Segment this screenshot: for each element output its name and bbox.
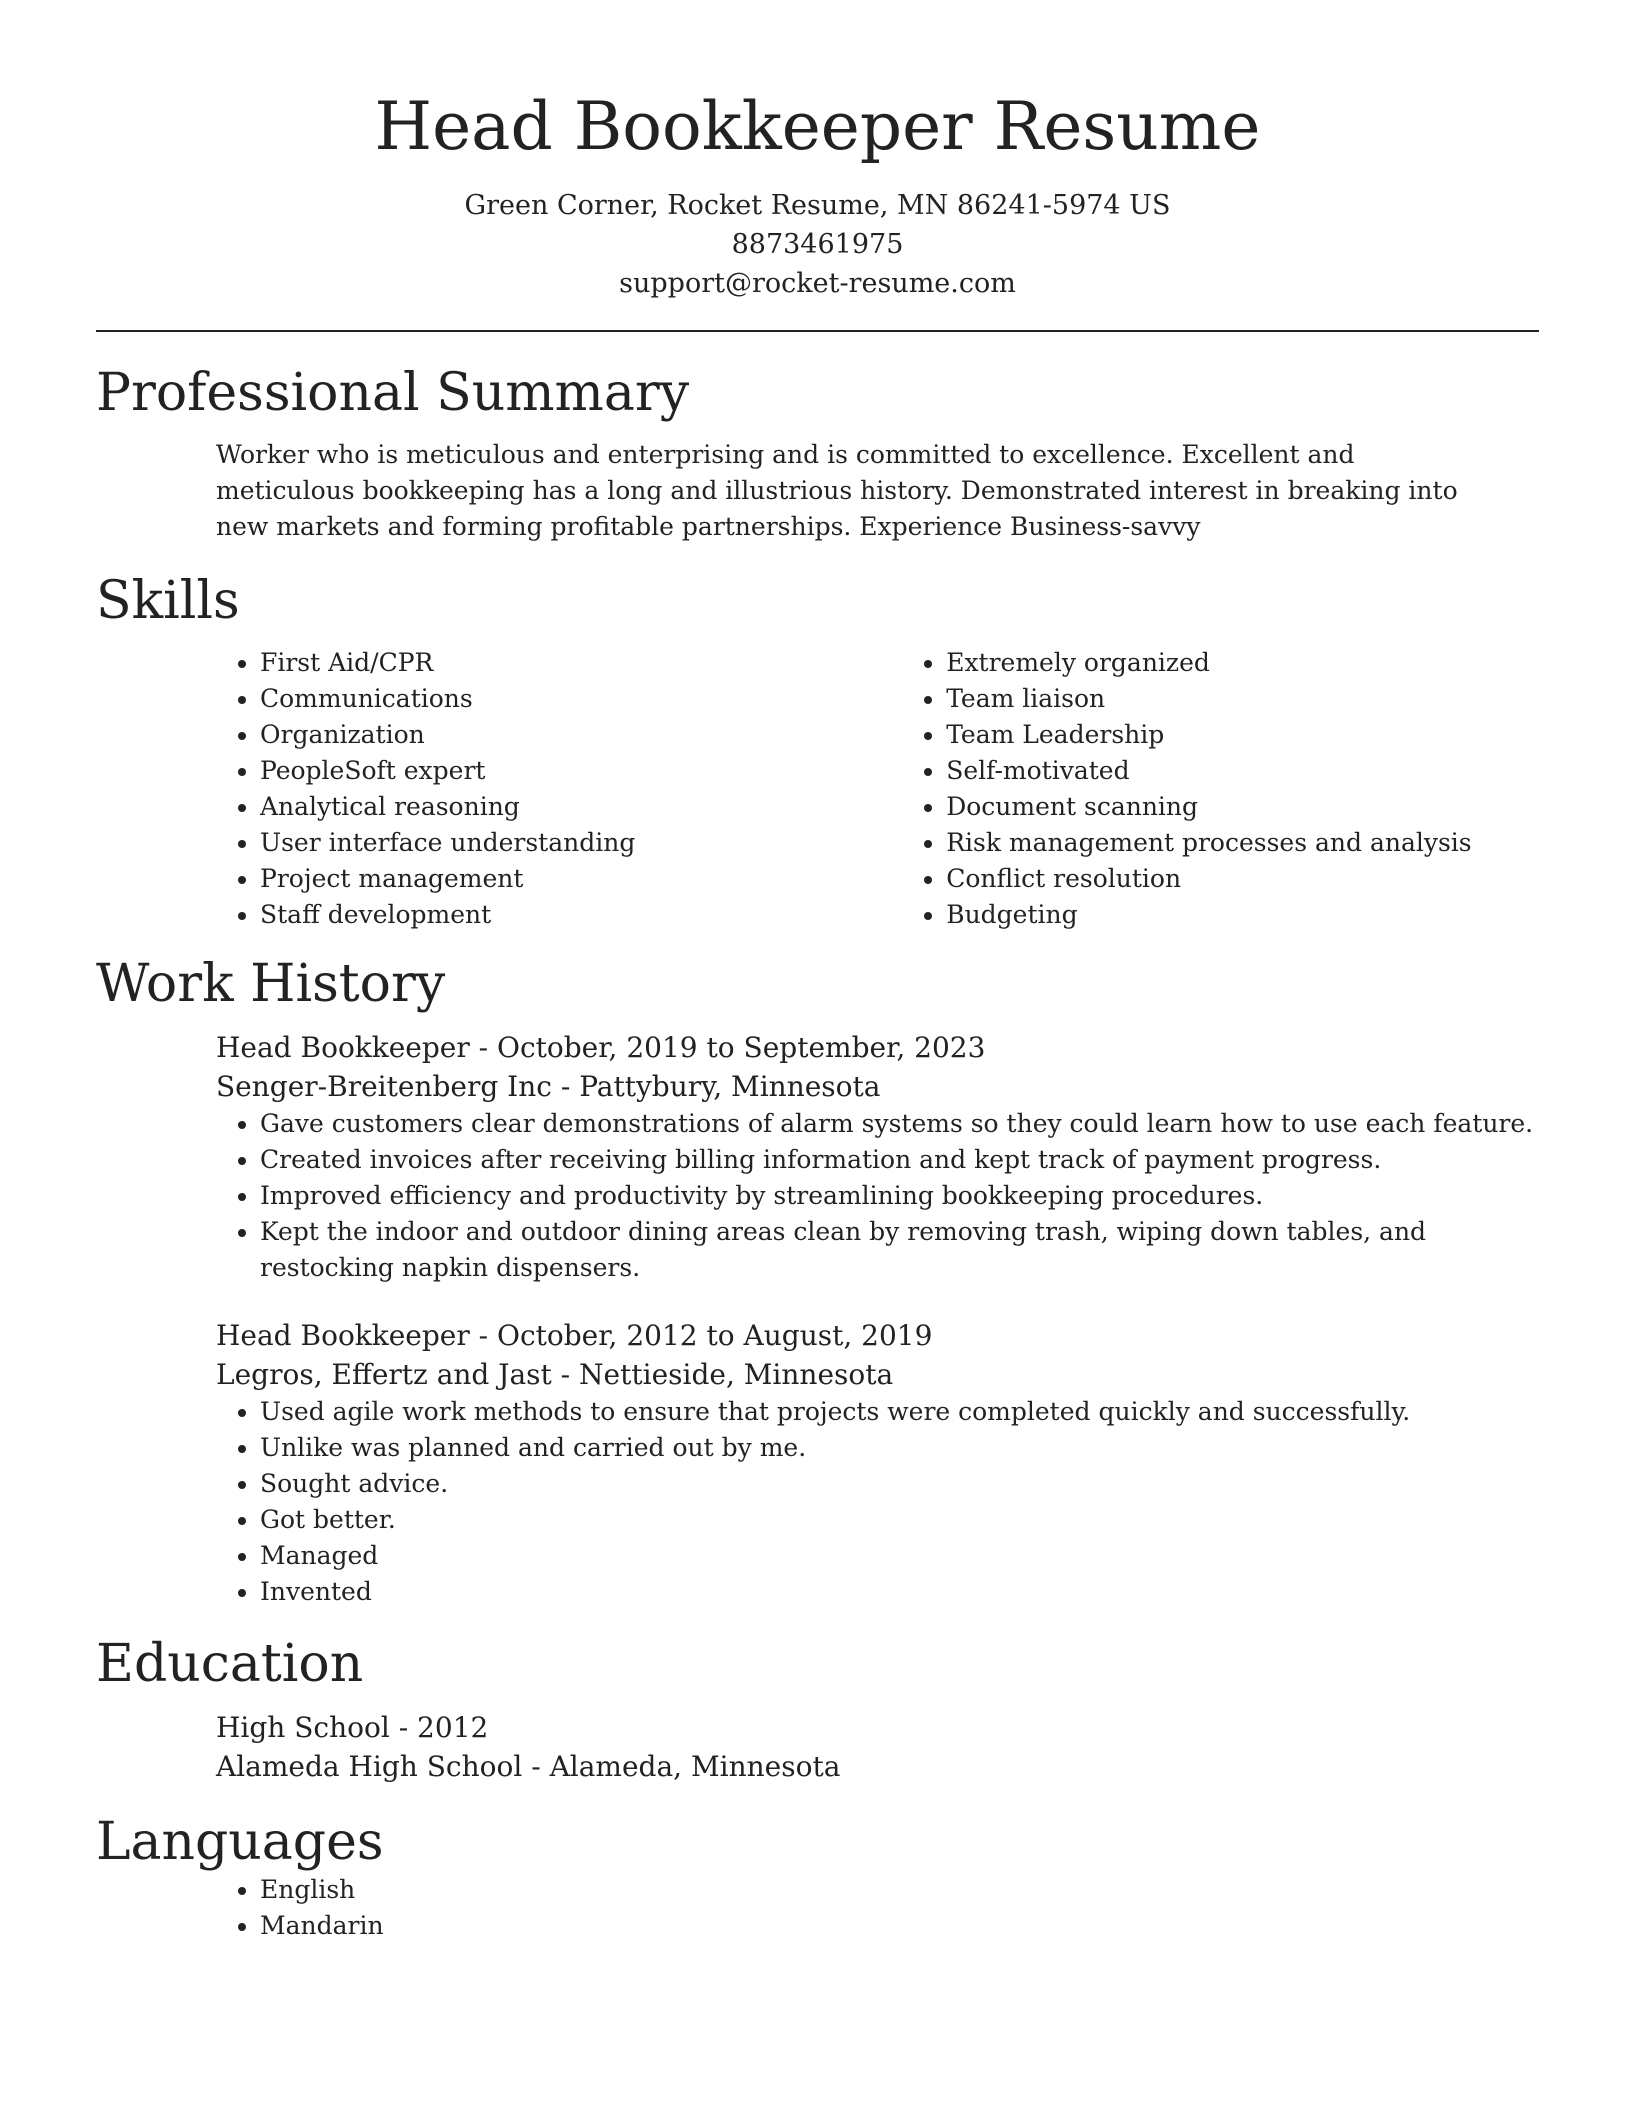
skill-item: • Document scanning — [946, 789, 1539, 825]
education-degree-year: High School - 2012 — [216, 1711, 489, 1744]
header-divider — [96, 330, 1539, 332]
job-title-dates: Head Bookkeeper - October, 2012 to August, 2019 — [216, 1319, 933, 1352]
contact-info — [96, 186, 1539, 303]
contact-email: support@rocket-resume.com — [619, 268, 1016, 299]
job-duty: • Sought advice. — [260, 1466, 1539, 1502]
skill-item: • Staff development — [260, 897, 902, 933]
skill-item: • First Aid/CPR — [260, 645, 902, 681]
job-duty: • Kept the indoor and outdoor dining areas clean by removing trash, wiping down tables, and restocking napkin dispensers. — [260, 1214, 1539, 1286]
job-duties-list — [216, 1106, 1539, 1286]
summary-heading: Professional Summary — [96, 363, 690, 423]
job-entry — [216, 1028, 1539, 1286]
resume-header — [96, 0, 1539, 303]
skill-item: • Team liaison — [946, 681, 1539, 717]
job-duty: • Improved efficiency and productivity by streamlining bookkeeping procedures. — [260, 1178, 1539, 1214]
skill-item: • Risk management processes and analysis — [946, 825, 1539, 861]
professional-summary-section — [96, 363, 1539, 545]
job-title-dates: Head Bookkeeper - October, 2019 to September, 2023 — [216, 1031, 986, 1064]
contact-address: Green Corner, Rocket Resume, MN 86241-5974 US — [464, 190, 1171, 221]
skill-item: • Budgeting — [946, 897, 1539, 933]
contact-phone: 8873461975 — [731, 229, 904, 260]
skill-item: • PeopleSoft expert — [260, 753, 902, 789]
work-history-section — [96, 954, 1539, 1610]
education-entry — [216, 1708, 1539, 1786]
education-heading: Education — [96, 1634, 364, 1694]
job-duty: • Created invoices after receiving billing information and kept track of payment progress. — [260, 1142, 1539, 1178]
job-duties-list — [216, 1394, 1539, 1610]
skill-item: • Communications — [260, 681, 902, 717]
skill-item: • Analytical reasoning — [260, 789, 902, 825]
language-item: • Mandarin — [260, 1908, 1539, 1944]
skill-item: • Team Leadership — [946, 717, 1539, 753]
resume-title: Head Bookkeeper Resume — [374, 88, 1261, 165]
skill-item: • Extremely organized — [946, 645, 1539, 681]
skills-columns — [216, 645, 1539, 933]
job-entry — [216, 1316, 1539, 1610]
job-duty: • Managed — [260, 1538, 1539, 1574]
education-section — [96, 1634, 1539, 1786]
job-duty: • Used agile work methods to ensure that projects were completed quickly and successfully. — [260, 1394, 1539, 1430]
skills-section — [96, 571, 1539, 933]
languages-section — [96, 1812, 1539, 1944]
job-company-location: Senger-Breitenberg Inc - Pattybury, Minnesota — [216, 1070, 881, 1103]
skill-item: • Conflict resolution — [946, 861, 1539, 897]
skill-item: • Project management — [260, 861, 902, 897]
job-duty: • Invented — [260, 1574, 1539, 1610]
skill-item: • Organization — [260, 717, 902, 753]
language-item: • English — [260, 1872, 1539, 1908]
work-history-heading: Work History — [96, 954, 446, 1014]
skills-list-left — [216, 645, 902, 933]
skills-list-right — [902, 645, 1539, 933]
summary-text: Worker who is meticulous and enterprising and is committed to excellence. Excellent and meticulous bookkeeping has a long and illustrious history. Demonstrated interest in breaking into new markets and forming profitable partnerships. Experience Business-savvy — [216, 440, 1458, 541]
skill-item: • User interface understanding — [260, 825, 902, 861]
education-school-location: Alameda High School - Alameda, Minnesota — [216, 1750, 841, 1783]
skills-heading: Skills — [96, 571, 240, 631]
job-duty: • Unlike was planned and carried out by me. — [260, 1430, 1539, 1466]
languages-list — [216, 1872, 1539, 1944]
skill-item: • Self-motivated — [946, 753, 1539, 789]
job-company-location: Legros, Effertz and Jast - Nettieside, Minnesota — [216, 1358, 894, 1391]
resume-page — [96, 0, 1539, 1944]
job-duty: • Got better. — [260, 1502, 1539, 1538]
job-duty: • Gave customers clear demonstrations of alarm systems so they could learn how to use each feature. — [260, 1106, 1539, 1142]
languages-heading: Languages — [96, 1812, 384, 1872]
